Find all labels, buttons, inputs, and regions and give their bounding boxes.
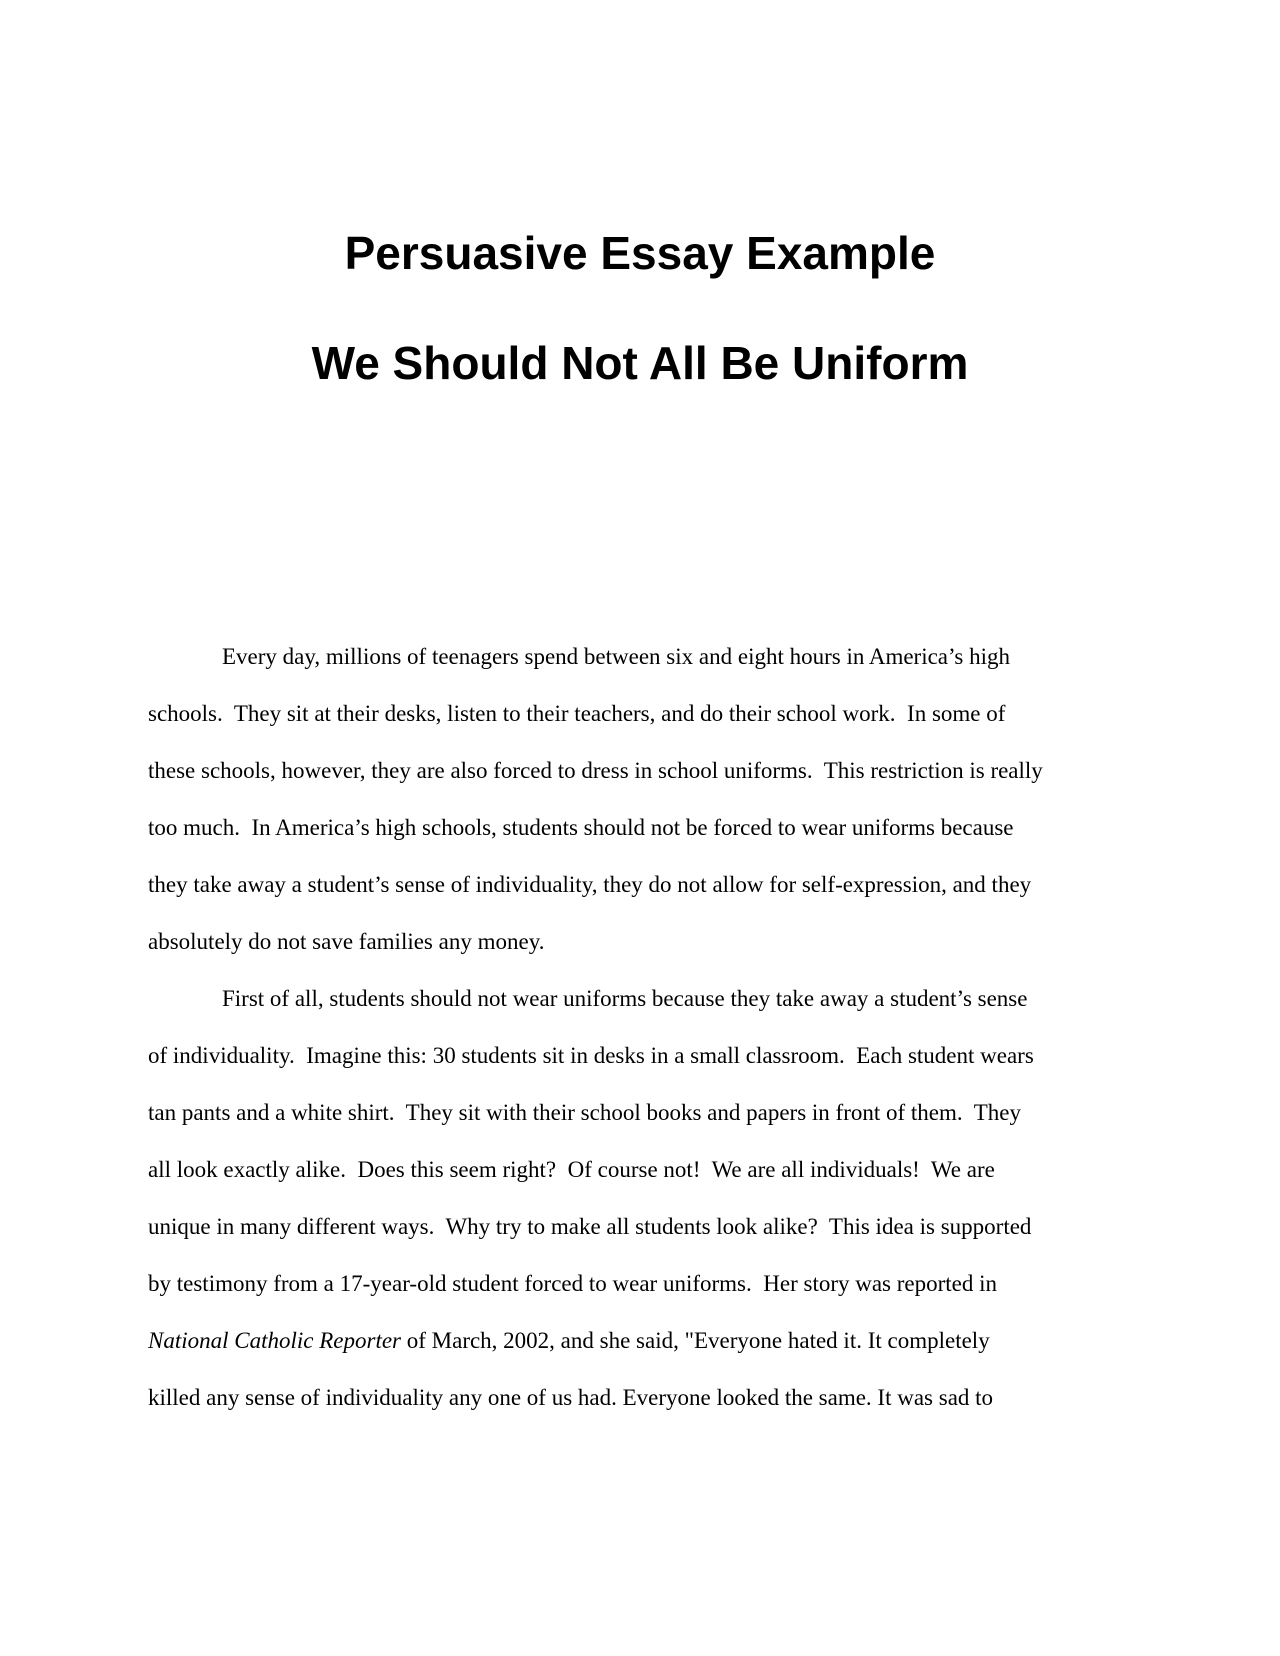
essay-line: Every day, millions of teenagers spend between six and eight hours in America’s high <box>222 644 1010 669</box>
essay-line <box>148 1312 1123 1369</box>
essay-line: of individuality. Imagine this: 30 students sit in desks in a small classroom. Each student wears <box>148 1043 1034 1068</box>
essay-line: these schools, however, they are also forced to dress in school uniforms. This restriction is really <box>148 758 1043 783</box>
essay-line: unique in many different ways. Why try to make all students look alike? This idea is supported <box>148 1214 1032 1239</box>
publication-title: National Catholic Reporter <box>148 1328 401 1353</box>
essay-line: too much. In America’s high schools, students should not be forced to wear uniforms because <box>148 815 1014 840</box>
essay-line-rest: of March, 2002, and she said, "Everyone hated it. It completely <box>401 1328 990 1353</box>
essay-line: killed any sense of individuality any one of us had. Everyone looked the same. It was sad to <box>148 1385 994 1410</box>
page-title: Persuasive Essay Example <box>344 227 936 279</box>
page-subtitle: We Should Not All Be Uniform <box>311 337 969 389</box>
essay-line: schools. They sit at their desks, listen to their teachers, and do their school work. In some of <box>148 701 1006 726</box>
essay-line: they take away a student’s sense of individuality, they do not allow for self-expression, and they <box>148 872 1032 897</box>
essay-line: absolutely do not save families any money. <box>148 929 545 954</box>
essay-body <box>148 628 1123 1426</box>
essay-line: First of all, students should not wear uniforms because they take away a student’s sense <box>222 986 1028 1011</box>
essay-line: by testimony from a 17-year-old student forced to wear uniforms. Her story was reported in <box>148 1271 998 1296</box>
essay-line: all look exactly alike. Does this seem right? Of course not! We are all individuals! We are <box>148 1157 995 1182</box>
essay-line: tan pants and a white shirt. They sit with their school books and papers in front of them. They <box>148 1100 1021 1125</box>
